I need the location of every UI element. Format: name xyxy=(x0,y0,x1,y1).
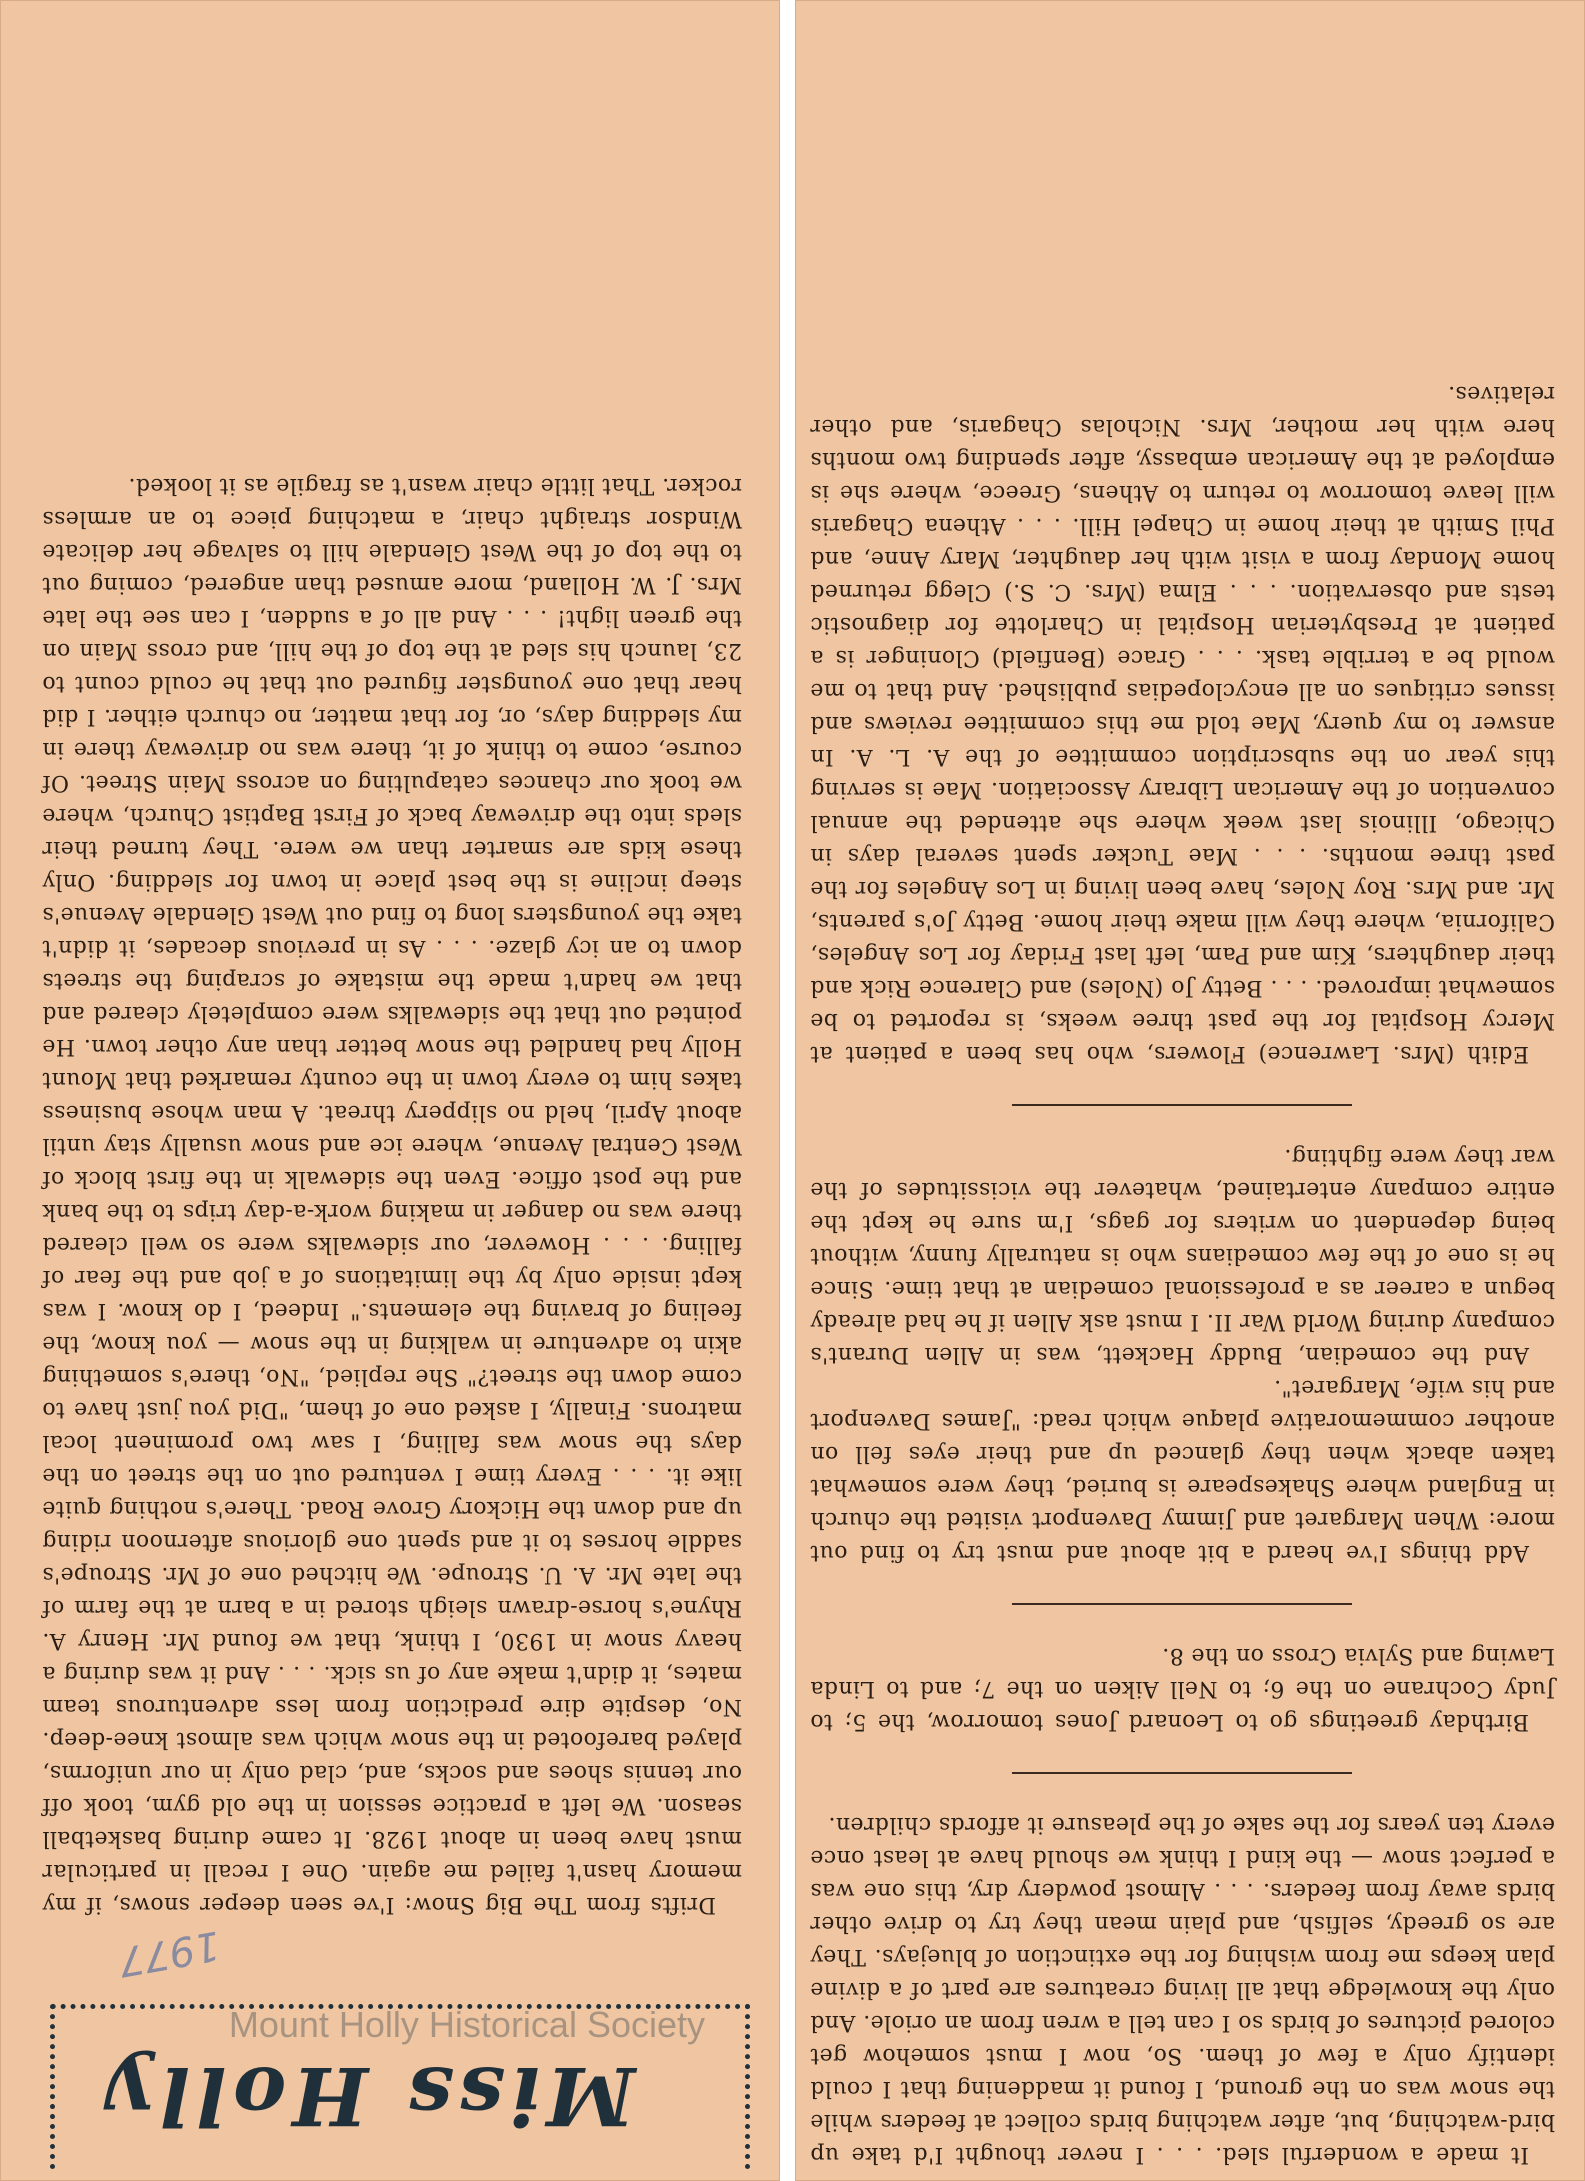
clipping-right xyxy=(795,0,1585,2181)
column-left-text xyxy=(42,469,742,1921)
separator xyxy=(1013,1603,1353,1605)
paragraph: And the comedian, Buddy Hackett, was in Allen Durant's company during World War II. I must ask Allen if he had already begun a career as a professional comedian at that time. Since he is one of the few comedians who is naturally funny, without being dependent on writers for gags, I'm sure he kept the entire company entertained, whatever the vicissitudes of the war they were fighting. xyxy=(810,1144,1555,1367)
watermark-text: Mount Holly Historical Society xyxy=(228,2004,705,2045)
paragraph: Birthday greetings go to Leonard Jones tomorrow, the 5; to Judy Cochrane on the 6; to Nell Aiken on the 7; and to Linda Lawing and Sylvia Cross on the 8. xyxy=(810,1643,1555,1734)
separator xyxy=(1013,1104,1353,1106)
column-right-text xyxy=(810,377,1555,2171)
masthead-title: Miss Holly xyxy=(101,2049,635,2143)
clipping-left xyxy=(0,0,780,2181)
separator xyxy=(1013,1772,1353,1774)
paragraph: It made a wonderful sled. . . . I never thought I'd take up bird-watching, but, after watching birds collect at feeders while the snow was on the ground, I found it maddening that I could identify only a few of them. So, now I must somehow get colored pictures of birds so I can tell a wren from an oriole. And only the knowledge that all living creatures are part of a divine plan keeps me from wishing for the extinction of bluejays. They are so greedy, selfish, and plain mean they try to drive other birds away from feeders. . . . Almost powdery dry, this one was a perfect snow — the kind I think we should have at least once every ten years for the sake of the pleasure it affords children. xyxy=(810,1812,1555,2167)
paragraph: Edith (Mrs. Lawrence) Flowers, who has been a patient at Mercy Hospital for the past three weeks, is reported to be somewhat improved. . . . Betty Jo (Noles) and Clarence Rick and their daughters, Kim and Pam, left last Friday for Los Angeles, California, where they will make their home. Betty Jo's parents, Mr. and Mrs. Roy Noles, have been living in Los Angeles for the past three months. . . . Mae Tucker spent several days in Chicago, Illinois last week where she attended the annual convention of the American Library Association. Mae is serving this year on the subscription committee of the A. L. A. In answer to my query, Mae told me this committee reviews and issues critiques on all encyclopedias published. And that to me would be a terrible task. . . . Grace (Benfield) Cloninger is a patient at Presbyterian Hospital in Charlotte for diagnostic tests and observation. . . . Elma (Mrs. C. S.) Clegg returned home Monday from a visit with her daughter, Mary Anne, and Phil Smith at their home in Chapel Hill. . . . Athena Chagaris will leave tomorrow to return to Athens, Greece, where she is employed at the American embassy, after spending two months here with her mother, Mrs. Nicholas Chagaris, and other relatives. xyxy=(810,381,1555,1066)
paragraph: Drifts from The Big Snow: I've seen deeper snows, if my memory hasn't failed me again. One I recall in particular must have been in about 1928. It came during basketball season. We left a practice session in the old gym, took off our tennis shoes and socks, and, clad only in our uniforms, played barefooted in the snow which was almost knee-deep. No, despite dire prediction from less adventurous team mates, it didn't make any of us sick. . . . And it was during a heavy snow in 1930, I think, that we found Mr. Henry A. Rhyne's horse-drawn sleigh stored in a barn at the farm of the late Mr. A. U. Stroupe. We hitched one of Mr. Stroupe's saddle horses to it and spent one glorious afternoon riding up and down the Hickory Grove Road. There's nothing quite like it. . . . Every time I ventured out on the street on the days the snow was falling, I saw two prominent local matrons. Finally, I asked one of them, "Did you just have to come down the street?" She replied, "No, there's something akin to adventure in walking in the snow — you know, the feeling of braving the elements." Indeed, I do know. I was kept inside only by the limitations of a job and the fear of falling. . . . However, our sidewalks were so well cleared there was no danger in making work-a-day trips to the bank and the post office. Even the sidewalk in the first block of West Central Avenue, where ice and snow usually stay until about April, held no slippery threat. A man whose business takes him to every town in the county remarked that Mount Holly had handled the snow better than any other town. He pointed out that the sidewalks were completely cleared and that we hadn't made the mistake of scraping the streets down to an icy glaze. . . . As in previous decades, it didn't take the youngsters long to find out West Glendale Avenue's steep incline is the best place in town for sledding. Only these kids are smarter than we were. They turned their sleds into the driveway back of First Baptist Church, where we took our chances catapulting on across Main Street. Of course, come to think of it, there was no driveway there in my sledding days, or, for that matter, no church either. I did hear that one youngster figured out that he could count to 23, launch his sled at the top of the hill, and cross Main on the green light! . . . And all of a sudden, I can see the late Mrs. J. W. Holland, more amused than angered, coming out to the top of the West Glendale hill to salvage her delicate Windsor straight chair, a matching piece to an armless rocker. That little chair wasn't as fragile as it looked. xyxy=(42,473,742,1917)
masthead-year-note: 1977 xyxy=(114,1921,224,1985)
paragraph: Add things I've heard a bit about and must try to find out more: When Margaret and Jimmy Davenport visited the church in England where Shakespeare is buried, they were somewhat taken aback when they glanced up and their eyes fell on another commemorative plaque which read: "James Davenport and his wife, Margaret". xyxy=(810,1375,1555,1565)
